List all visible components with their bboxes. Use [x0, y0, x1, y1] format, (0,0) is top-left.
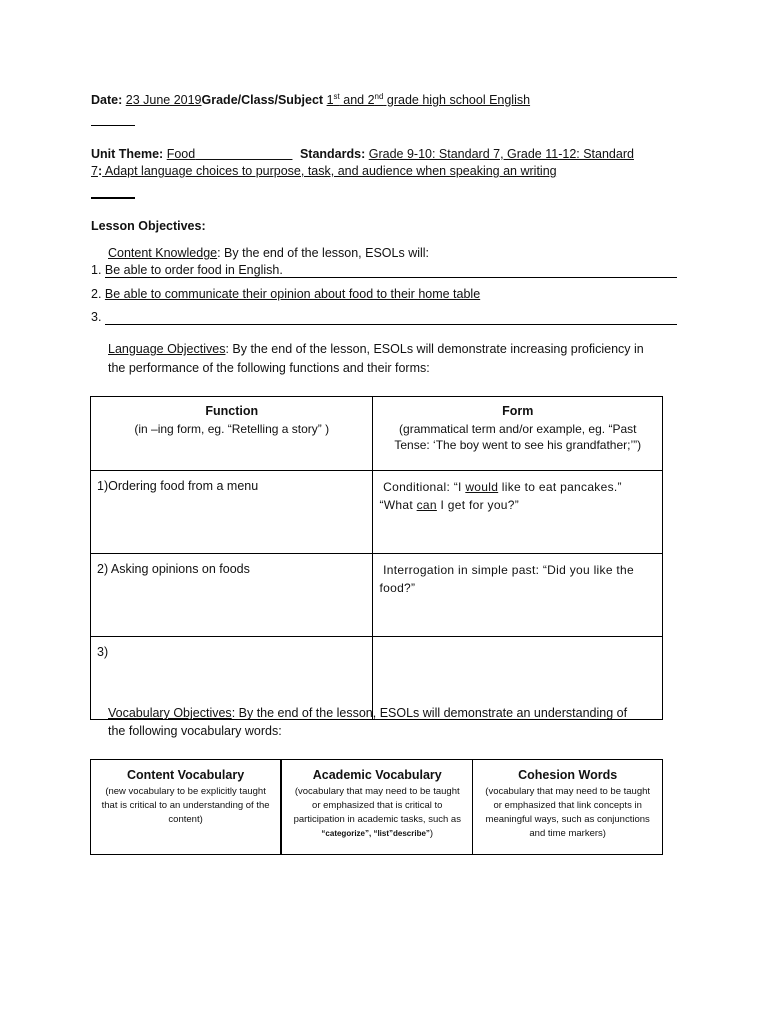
content-knowledge-line: Content Knowledge: By the end of the lesson, ESOLs will: [108, 246, 430, 260]
language-objectives-line-1: Language Objectives: By the end of the lesson, ESOLs will demonstrate increasing proficiency in [108, 342, 644, 356]
objective-item-1: 1. Be able to order food in English. [91, 263, 677, 278]
form-header-cell: Form (grammatical term and/or example, eg. “Past Tense: ‘The boy went to see his grandfather;’”) [373, 397, 663, 471]
vocabulary-table [90, 759, 663, 855]
unit-theme-line [91, 147, 634, 161]
date-value: 23 June 2019 [125, 93, 202, 107]
language-objectives-label: Language Objectives [108, 342, 226, 356]
function-form-header-row [91, 397, 663, 471]
standards-label: Standards: [299, 147, 366, 161]
form-cell: Interrogation in simple past: “Did you like the food?” [373, 554, 663, 637]
standards-colon: : [97, 164, 103, 178]
function-cell: 3) [91, 637, 373, 720]
date-label: Date: [91, 93, 123, 107]
table-row [91, 554, 663, 637]
function-cell: 1)Ordering food from a menu [91, 471, 373, 554]
standards-description: Adapt language choices to purpose, task, and audience when speaking an writing [102, 164, 557, 178]
grade-label: Grade/Class/Subject [201, 93, 324, 107]
vocabulary-objectives-label: Vocabulary Objectives [108, 706, 232, 720]
academic-vocabulary-cell: Academic Vocabulary (vocabulary that may need to be taught or emphasized that is critical to participation in academic tasks, such as “categorize”, “list”describe”) [281, 760, 473, 855]
objective-item-2: 2. Be able to communicate their opinion about food to their home table [91, 287, 481, 301]
divider-rule [91, 125, 135, 126]
objective-item-3: 3. [91, 310, 677, 325]
vocabulary-objectives-line-2: the following vocabulary words: [108, 724, 282, 738]
table-row [91, 471, 663, 554]
date-line [91, 93, 530, 107]
cohesion-words-cell: Cohesion Words (vocabulary that may need to be taught or emphasized that link concepts in meaningful ways, such as conjunctions and time markers) [473, 760, 663, 855]
function-cell: 2) Asking opinions on foods [91, 554, 373, 637]
lesson-objectives-heading: Lesson Objectives: [91, 219, 206, 233]
divider-rule-2 [91, 197, 135, 199]
vocabulary-header-row [91, 760, 663, 855]
form-cell: Conditional: “I would like to eat pancakes.” “What can I get for you?” [373, 471, 663, 554]
standards-value: Grade 9-10: Standard 7, Grade 11-12: Standard [368, 147, 634, 161]
content-vocabulary-cell: Content Vocabulary (new vocabulary to be explicitly taught that is critical to an understanding of the content) [91, 760, 282, 855]
unit-theme-label: Unit Theme: [91, 147, 164, 161]
function-header-cell: Function (in –ing form, eg. “Retelling a story” ) [91, 397, 373, 471]
function-form-table [90, 396, 663, 720]
content-knowledge-label: Content Knowledge [108, 246, 218, 260]
unit-theme-value: Food [166, 147, 196, 161]
vocabulary-objectives-line-1: Vocabulary Objectives: By the end of the lesson, ESOLs will demonstrate an understanding of [108, 706, 628, 720]
standards-line-2 [91, 164, 557, 178]
language-objectives-line-2: the performance of the following functions and their forms: [108, 361, 430, 375]
grade-value: 1st and 2nd grade high school English [326, 91, 531, 107]
standards-number: 7 [91, 164, 98, 178]
